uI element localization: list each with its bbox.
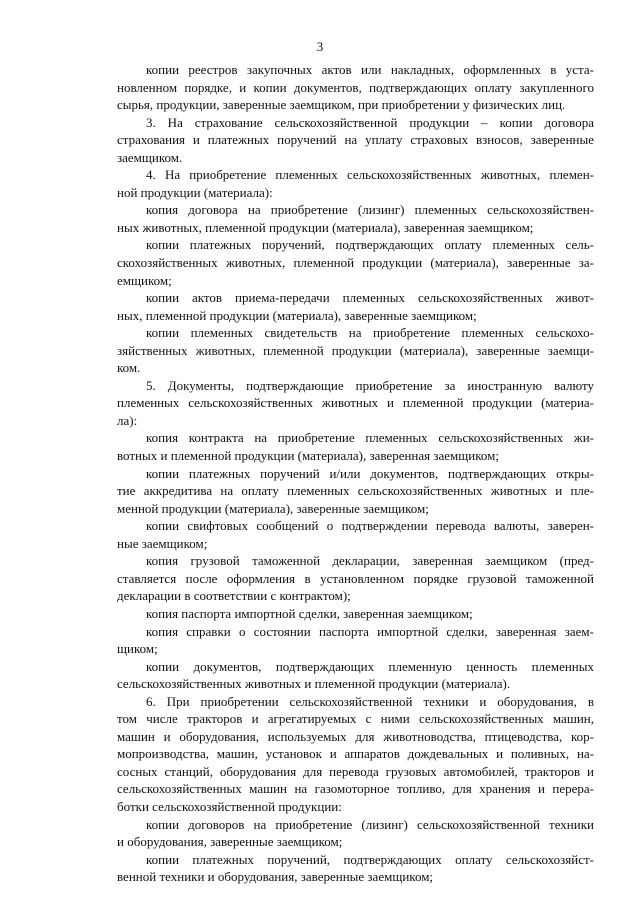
text-line: заемщиком. <box>117 149 183 165</box>
text-line: страхования и платежных поручений на уплату страховых взносов, заверенные <box>117 132 594 148</box>
page-number: 3 <box>316 39 324 54</box>
text-line: копии реестров закупочных актов или накладных, оформленных в уста- <box>146 62 594 77</box>
text-line: копия договора на приобретение (лизинг) племенных сельскохозяйствен- <box>146 202 594 218</box>
text-line: сельскохозяйственных животных и племенной продукции (материала). <box>117 676 511 692</box>
text-line: ных животных, племенной продукции (материала), заверенная заемщиком; <box>117 219 534 235</box>
text-line: ной продукции (материала): <box>117 184 273 200</box>
text-line: сельскохозяйственных машин на газомоторное топливо, для хранения и перера- <box>117 781 594 797</box>
text-line: том числе тракторов и агрегатируемых с ними сельскохозяйственных машин, <box>117 711 594 727</box>
text-line: 4. На приобретение племенных сельскохозяйственных животных, племен- <box>146 167 594 183</box>
text-line: копии платежных поручений, подтверждающих оплату сельскохозяйст- <box>146 851 594 867</box>
text-line: 5. Документы, подтверждающие приобретение за иностранную валюту <box>146 377 594 393</box>
text-line: племенных сельскохозяйственных животных и племенной продукции (материа- <box>117 395 594 411</box>
text-line: сосных станций, оборудования для перевода грузовых автомобилей, тракторов и <box>117 763 594 779</box>
document-body <box>117 61 594 886</box>
text-line: копии актов приема-передачи племенных сельскохозяйственных живот- <box>146 290 594 306</box>
text-line: копия грузовой таможенной декларации, заверенная заемщиком (пред- <box>146 553 594 569</box>
text-line: копии платежных поручений и/или документов, подтверждающих откры- <box>146 465 594 481</box>
text-line: скохозяйственных животных, племенной продукции (материала), заверенные за- <box>117 255 594 271</box>
text-line: копии племенных свидетельств на приобретение племенных сельскохо- <box>146 325 594 341</box>
text-line: 6. При приобретении сельскохозяйственной техники и оборудования, в <box>146 693 594 709</box>
text-line: венной техники и оборудования, заверенные заемщиком; <box>117 869 434 885</box>
text-line: и оборудования, заверенные заемщиком; <box>117 834 343 850</box>
text-line: машин и оборудования, используемых для животноводства, птицеводства, кор- <box>117 728 594 744</box>
text-line: сырья, продукции, заверенные заемщиком, при приобретении у физических лиц. <box>117 97 566 113</box>
text-line: менной продукции (материала), заверенные заемщиком; <box>117 500 429 516</box>
text-line: копии свифтовых сообщений о подтверждении перевода валюты, заверен- <box>146 518 594 534</box>
text-line: копия контракта на приобретение племенных сельскохозяйственных жи- <box>146 430 594 446</box>
text-line: вотных и племенной продукции (материала), заверенная заемщиком; <box>117 448 499 464</box>
text-line: копии договоров на приобретение (лизинг) сельскохозяйственной техники <box>146 816 594 832</box>
text-line: щиком; <box>117 641 158 657</box>
text-line: копия справки о состоянии паспорта импортной сделки, заверенная заем- <box>146 623 594 639</box>
text-line: копии документов, подтверждающих племенную ценность племенных <box>146 658 594 674</box>
text-line: зяйственных животных, племенной продукции (материала), заверенные заемщи- <box>117 342 594 358</box>
text-line: 3. На страхование сельскохозяйственной продукции – копии договора <box>146 114 594 130</box>
text-line: копии платежных поручений, подтверждающих оплату племенных сель- <box>146 237 594 253</box>
text-line: ком. <box>117 360 141 376</box>
text-line: мопроизводства, машин, установок и аппаратов дождевальных и поливных, на- <box>117 746 594 762</box>
text-line: ных, племенной продукции (материала), заверенные заемщиком; <box>117 307 477 323</box>
text-line: новленном порядке, и копии документов, подтверждающих оплату закупленного <box>117 79 594 95</box>
text-line: емщиком; <box>117 272 172 288</box>
text-line: ставляется после оформления в установленном порядке грузовой таможенной <box>117 570 594 586</box>
text-line: декларации в соответствии с контрактом); <box>117 588 351 604</box>
text-line: ные заемщиком; <box>117 535 208 551</box>
text-line: копия паспорта импортной сделки, заверенная заемщиком; <box>146 605 473 621</box>
text-line: тие аккредитива на оплату племенных сельскохозяйственных животных и пле- <box>117 483 594 499</box>
text-line: ла): <box>117 412 138 428</box>
text-line: ботки сельскохозяйственной продукции: <box>117 798 342 814</box>
